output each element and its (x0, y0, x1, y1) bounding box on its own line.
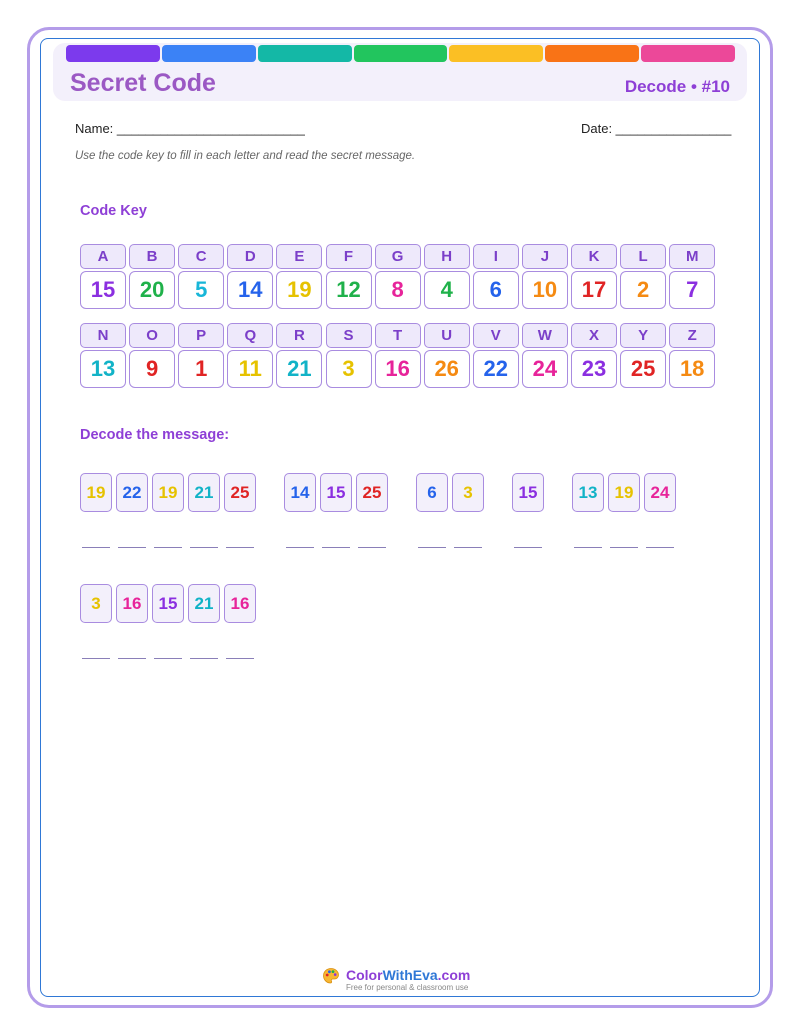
key-letter: W (522, 323, 568, 348)
key-number: 5 (178, 271, 224, 309)
code-number-box: 19 (608, 473, 640, 512)
key-number: 10 (522, 271, 568, 309)
key-letter: Z (669, 323, 715, 348)
answer-blank[interactable] (646, 547, 674, 548)
answer-blank[interactable] (574, 547, 602, 548)
decode-heading: Decode the message: (80, 427, 230, 443)
key-letter: Q (227, 323, 273, 348)
palette-icon (322, 967, 340, 985)
key-letter: S (326, 323, 372, 348)
key-number: 22 (473, 350, 519, 388)
code-number-box: 14 (284, 473, 316, 512)
code-number-box: 22 (116, 473, 148, 512)
key-letter: U (424, 323, 470, 348)
answer-blank[interactable] (118, 658, 146, 659)
key-letter: F (326, 244, 372, 269)
code-number-box: 13 (572, 473, 604, 512)
key-letter: O (129, 323, 175, 348)
footer-tagline: Free for personal & classroom use (346, 983, 469, 992)
code-number-box: 3 (452, 473, 484, 512)
code-number-box: 15 (320, 473, 352, 512)
key-number: 3 (326, 350, 372, 388)
code-number-box: 21 (188, 584, 220, 623)
key-number: 16 (375, 350, 421, 388)
key-letter: R (276, 323, 322, 348)
key-number: 23 (571, 350, 617, 388)
page-inner-border (40, 38, 760, 997)
answer-blank[interactable] (358, 547, 386, 548)
brand-part-3: .com (437, 967, 471, 983)
key-number: 14 (227, 271, 273, 309)
color-stripe (449, 45, 543, 62)
key-letter: T (375, 323, 421, 348)
key-number: 21 (276, 350, 322, 388)
color-stripe (162, 45, 256, 62)
brand-part-2: WithEva (382, 967, 438, 983)
decode-tag: Decode • #10 (624, 77, 730, 96)
answer-blank[interactable] (154, 658, 182, 659)
key-number: 25 (620, 350, 666, 388)
key-number: 8 (375, 271, 421, 309)
key-number: 26 (424, 350, 470, 388)
answer-blank[interactable] (286, 547, 314, 548)
key-letter: V (473, 323, 519, 348)
key-number: 24 (522, 350, 568, 388)
key-number: 18 (669, 350, 715, 388)
answer-blank[interactable] (154, 547, 182, 548)
code-number-box: 15 (512, 473, 544, 512)
key-number: 15 (80, 271, 126, 309)
key-number: 17 (571, 271, 617, 309)
color-stripe (545, 45, 639, 62)
answer-blank[interactable] (190, 547, 218, 548)
instructions: Use the code key to fill in each letter and read the secret message. (75, 150, 416, 162)
key-number: 11 (227, 350, 273, 388)
key-letter: N (80, 323, 126, 348)
code-number-box: 25 (224, 473, 256, 512)
answer-blank[interactable] (610, 547, 638, 548)
color-stripe (66, 45, 160, 62)
key-number: 19 (276, 271, 322, 309)
code-number-box: 16 (116, 584, 148, 623)
key-number: 20 (129, 271, 175, 309)
key-number: 6 (473, 271, 519, 309)
color-stripe (641, 45, 735, 62)
code-number-box: 24 (644, 473, 676, 512)
key-letter: I (473, 244, 519, 269)
answer-blank[interactable] (226, 547, 254, 548)
key-letter: B (129, 244, 175, 269)
code-number-box: 3 (80, 584, 112, 623)
footer-brand (346, 967, 470, 983)
answer-blank[interactable] (190, 658, 218, 659)
code-key-heading: Code Key (80, 203, 147, 219)
answer-blank[interactable] (118, 547, 146, 548)
key-letter: J (522, 244, 568, 269)
key-letter: K (571, 244, 617, 269)
key-number: 12 (326, 271, 372, 309)
key-letter: H (424, 244, 470, 269)
date-field: Date: ________________ (581, 121, 732, 136)
code-number-box: 25 (356, 473, 388, 512)
color-stripe (354, 45, 448, 62)
code-number-box: 19 (152, 473, 184, 512)
key-letter: P (178, 323, 224, 348)
key-letter: G (375, 244, 421, 269)
key-letter: D (227, 244, 273, 269)
code-number-box: 21 (188, 473, 220, 512)
key-letter: E (276, 244, 322, 269)
answer-blank[interactable] (454, 547, 482, 548)
page-title: Secret Code (70, 69, 216, 97)
code-number-box: 6 (416, 473, 448, 512)
key-letter: Y (620, 323, 666, 348)
key-letter: L (620, 244, 666, 269)
key-number: 13 (80, 350, 126, 388)
key-number: 1 (178, 350, 224, 388)
answer-blank[interactable] (322, 547, 350, 548)
answer-blank[interactable] (514, 547, 542, 548)
name-field: Name: __________________________ (75, 121, 305, 136)
answer-blank[interactable] (226, 658, 254, 659)
color-stripe (258, 45, 352, 62)
key-number: 7 (669, 271, 715, 309)
answer-blank[interactable] (82, 547, 110, 548)
code-number-box: 15 (152, 584, 184, 623)
key-number: 9 (129, 350, 175, 388)
key-number: 2 (620, 271, 666, 309)
key-letter: C (178, 244, 224, 269)
key-letter: M (669, 244, 715, 269)
answer-blank[interactable] (418, 547, 446, 548)
code-number-box: 19 (80, 473, 112, 512)
brand-part-1: Color (346, 967, 383, 983)
answer-blank[interactable] (82, 658, 110, 659)
key-letter: X (571, 323, 617, 348)
key-number: 4 (424, 271, 470, 309)
code-number-box: 16 (224, 584, 256, 623)
key-letter: A (80, 244, 126, 269)
